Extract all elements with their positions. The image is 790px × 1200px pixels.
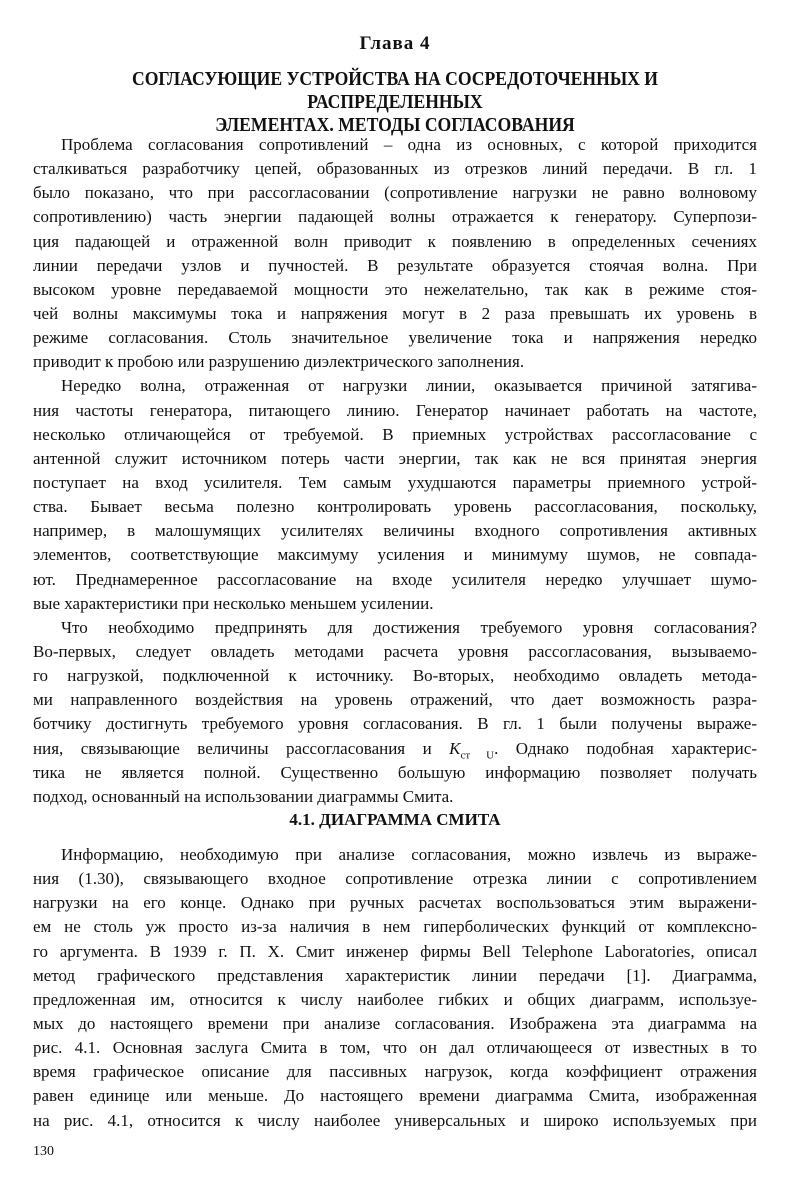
text-line: приводит к пробою или разрушению диэлектрического заполнения. <box>33 352 525 372</box>
formula-line <box>33 737 757 761</box>
text-line: высоком уровне передаваемой мощности это нежелательно, так как в режиме стоя- <box>33 279 757 299</box>
text-line: ция падающей и отраженной волн приводит к появлению в определенных сечениях <box>33 231 757 251</box>
text-line: рис. 4.1. Основная заслуга Смита в том, что он дал отличающееся от известных в то <box>33 1038 757 1058</box>
text-line: метод графического представления характеристик линии передачи [1]. Диаграмма, <box>33 965 757 985</box>
text-line: сопротивлению) часть энергии падающей волны отражается к генератору. Суперпози- <box>33 207 757 227</box>
text-line: Проблема согласования сопротивлений – одна из основных, с которой приходится <box>61 135 757 154</box>
intro-text <box>33 133 757 809</box>
text-line: время графическое описание для пассивных нагрузок, когда коэффициент отражения <box>33 1062 757 1082</box>
text-line: было показано, что при рассогласовании (сопротивление нагрузки не равно волновому <box>33 183 757 203</box>
text-line: нагрузки на его конце. Однако при ручных расчетах воспользоваться этим выражени- <box>33 893 757 913</box>
text-line: несколько отличающейся от требуемой. В приемных устройствах рассогласование с <box>33 424 757 444</box>
formula-text-before: ния, связывающие величины рассогласования и <box>33 738 450 758</box>
text-line: Что необходимо предпринять для достижения требуемого уровня согласования? <box>61 617 757 637</box>
text-line: линии передачи узлов и пучностей. В результате образуется стоячая волна. При <box>33 255 757 275</box>
section-text <box>33 843 757 1133</box>
text-line: вые характеристики при несколько меньшем усилении. <box>33 593 434 613</box>
text-line: поступает на вход усилителя. Тем самым ухудшаются параметры приемного устрой- <box>33 472 757 492</box>
text-line: режиме согласования. Столь значительное увеличение тока и напряжения нередко <box>33 328 757 348</box>
text-line: предложенная им, относится к числу наиболее гибких и общих диаграмм, используе- <box>33 989 757 1009</box>
text-line: Нередко волна, отраженная от нагрузки линии, оказывается причиной затягива- <box>61 376 757 396</box>
chapter-label: Глава 4 <box>359 33 431 54</box>
text-line: сталкиваться разработчику цепей, образованных из отрезков линий передачи. В гл. 1 <box>33 159 757 179</box>
text-line: Информацию, необходимую при анализе согласования, можно извлечь из выраже- <box>61 845 757 864</box>
text-line: ют. Преднамеренное рассогласование на входе усилителя нередко улучшает шумо- <box>33 569 757 589</box>
text-line: чей волны максимумы тока и напряжения могут в 2 раза превышать их уровень в <box>33 303 757 323</box>
chapter-title-line-1: СОГЛАСУЮЩИЕ УСТРОЙСТВА НА СОСРЕДОТОЧЕННЫХ И РАСПРЕДЕЛЕННЫХ <box>131 68 659 113</box>
formula-subscript: ст U <box>460 748 495 761</box>
chapter-title <box>73 68 718 137</box>
text-line: равен единице или меньше. До настоящего времени диаграмма Смита, изображенная <box>33 1086 757 1106</box>
text-line: го нагрузкой, подключенной к источнику. Во-вторых, необходимо овладеть метода- <box>33 666 757 686</box>
text-line: ния частоты генератора, питающего линию. Генератор начинает работать на частоте, <box>33 400 757 420</box>
formula-text-after: . Однако подобная характерис- <box>494 738 757 758</box>
text-line: например, в малошумящих усилителях величины входного сопротивления активных <box>33 521 757 541</box>
chapter-title-line-2: ЭЛЕМЕНТАХ. МЕТОДЫ СОГЛАСОВАНИЯ <box>215 114 575 136</box>
page-number: 130 <box>33 1144 54 1159</box>
text-line: элементов, соответствующие максимуму усиления и минимуму шумов, не совпада- <box>33 545 757 565</box>
text-line: на рис. 4.1, относится к числу наиболее универсальных и широко используемых при <box>33 1110 757 1130</box>
section-title: 4.1. ДИАГРАММА СМИТА <box>289 810 501 829</box>
text-line: антенной служит источником потерь части энергии, так как не вся принятая энергия <box>33 448 757 468</box>
text-line: ботчику достигнуть требуемого уровня согласования. В гл. 1 были получены выраже- <box>33 714 757 734</box>
text-line: тика не является полной. Существенно большую информацию позволяет получать <box>33 762 757 782</box>
text-line: ем не столь уж просто из-за наличия в нем гиперболических функций от комплексно- <box>33 917 757 937</box>
text-line: мых до настоящего времени при анализе согласования. Изображена эта диаграмма на <box>33 1013 757 1033</box>
text-line: ния (1.30), связывающего входное сопротивление отрезка линии с сопротивлением <box>33 869 757 889</box>
text-line: ства. Бывает весьма полезно контролировать уровень рассогласования, поскольку, <box>33 497 757 517</box>
formula-symbol-k: K <box>449 738 461 758</box>
text-line: го аргумента. В 1939 г. П. Х. Смит инженер фирмы Bell Telephone Laboratories, описал <box>33 941 757 961</box>
text-line: Во-первых, следует овладеть методами расчета уровня рассогласования, вызываемо- <box>33 641 757 661</box>
text-line: ми направленного воздействия на уровень отражений, что дает возможность разра- <box>33 690 757 710</box>
text-line: подход, основанный на использовании диаграммы Смита. <box>33 786 454 806</box>
